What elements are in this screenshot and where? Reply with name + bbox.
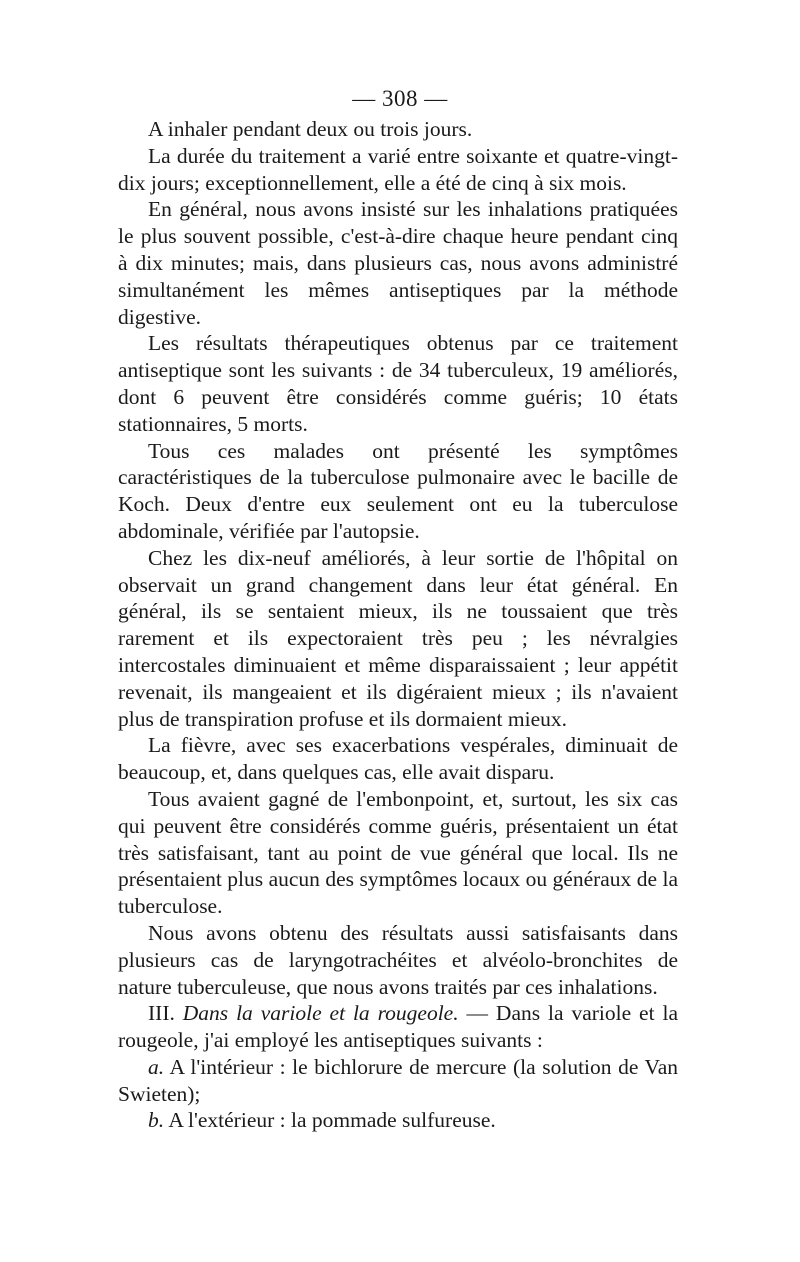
paragraph-9: Nous avons obtenu des résultats aussi satisfaisants dans plusieurs cas de laryngotrachéites et alvéolo-bronchites de nature tuberculeuse, que nous avons traités par ces inhalations.	[118, 920, 678, 999]
list-item-b-text: A l'extérieur : la pommade sulfureuse.	[164, 1108, 496, 1133]
paragraph-8: Tous avaient gagné de l'embonpoint, et, surtout, les six cas qui peuvent être considérés comme guéris, présentaient un état très satisfaisant, tant au point de vue général que local. Ils ne présentaient plus aucun des symptômes locaux ou généraux de la tuberculose.	[118, 786, 678, 919]
paragraph-3: En général, nous avons insisté sur les inhalations pratiquées le plus souvent possible, c'est-à-dire chaque heure pendant cinq à dix minutes; mais, dans plusieurs cas, nous avons administré simultanément les mêmes antiseptiques par la méthode digestive.	[118, 197, 678, 329]
paragraph-5: Tous ces malades ont présenté les symptômes caractéristiques de la tuberculose pulmonaire avec le bacille de Koch. Deux d'entre eux seulement ont eu la tuberculose abdominale, vérifiée par l'autopsie.	[118, 438, 678, 543]
paragraph-6: Chez les dix-neuf améliorés, à leur sortie de l'hôpital on observait un grand changement dans leur état général. En général, ils se sentaient mieux, ils ne toussaient que très rarement et ils expectoraient très peu ; les névralgies intercostales diminuaient et même disparaissaient ; leur appétit revenait, ils mangeaient et ils digéraient mieux ; ils n'avaient plus de transpiration profuse et ils dormaient mieux.	[118, 545, 678, 731]
paragraph-2: La durée du traitement a varié entre soixante et quatre-vingt-dix jours; exceptionnellement, elle a été de cinq à six mois.	[118, 143, 678, 195]
paragraph-7: La fièvre, avec ses exacerbations vespérales, diminuait de beaucoup, et, dans quelques cas, elle avait disparu.	[118, 733, 678, 785]
paragraph-1: A inhaler pendant deux ou trois jours.	[148, 117, 473, 141]
page-number: — 308 —	[352, 86, 448, 111]
section-paragraph	[118, 1000, 678, 1054]
list-item-a-text: A l'intérieur : le bichlorure de mercure (la solution de Van Swieten);	[118, 1054, 678, 1106]
section-title: Dans la variole et la rougeole.	[182, 1001, 459, 1026]
list-item-b-label: b.	[148, 1108, 165, 1133]
section-number: III.	[148, 1001, 175, 1026]
section-text: — Dans la variole et la rougeole, j'ai employé les antiseptiques suivants :	[118, 1001, 679, 1053]
list-item-b	[118, 1107, 678, 1134]
list-item-a-label: a.	[148, 1054, 165, 1079]
list-item-a	[118, 1054, 678, 1108]
paragraph-4: Les résultats thérapeutiques obtenus par ce traitement antiseptique sont les suivants : de 34 tuberculeux, 19 améliorés, dont 6 peuvent être considérés comme guéris; 10 états stationnaires, 5 morts.	[118, 331, 678, 436]
body-text	[118, 116, 678, 1134]
